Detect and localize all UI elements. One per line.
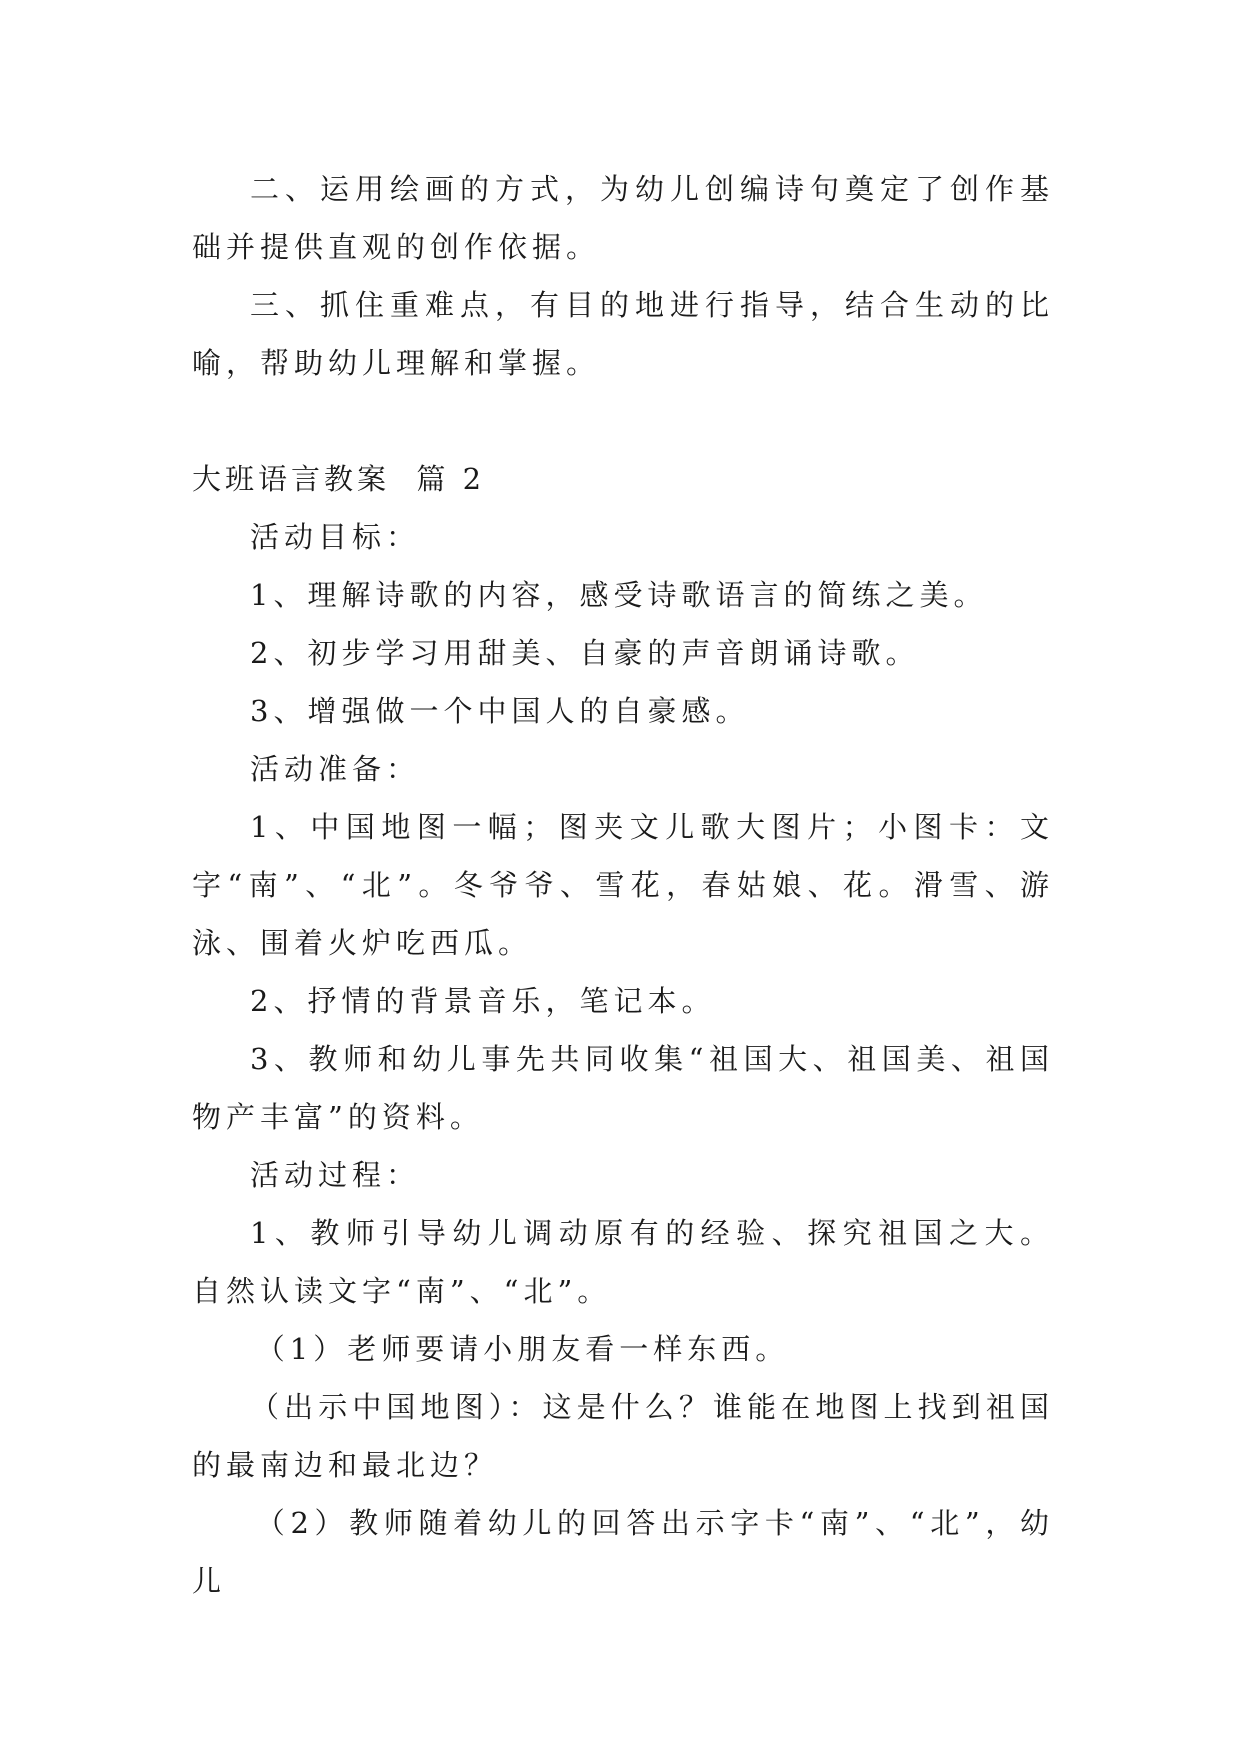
section-heading: 大班语言教案 篇 2 bbox=[192, 462, 486, 496]
process-step-1a: （1）老师要请小朋友看一样东西。 bbox=[255, 1332, 790, 1366]
prep-item-3: 3、教师和幼儿事先共同收集“祖国大、祖国美、祖国物产丰富”的资料。 bbox=[192, 1042, 1054, 1134]
prep-item-2: 2、抒情的背景音乐，笔记本。 bbox=[250, 984, 716, 1018]
prep-label: 活动准备： bbox=[250, 752, 421, 786]
process-step-1: 1、教师引导幼儿调动原有的经验、探究祖国之大。自然认读文字“南”、“北”。 bbox=[192, 1216, 1054, 1308]
goal-item-3: 3、增强做一个中国人的自豪感。 bbox=[250, 694, 750, 728]
document-page bbox=[192, 160, 1054, 1610]
process-step-1c: （2）教师随着幼儿的回答出示字卡“南”、“北”，幼儿 bbox=[192, 1506, 1054, 1598]
goal-item-2: 2、初步学习用甜美、自豪的声音朗诵诗歌。 bbox=[250, 636, 920, 670]
prep-item-1: 1、中国地图一幅；图夹文儿歌大图片；小图卡：文字“南”、“北”。冬爷爷、雪花，春姑娘、花。滑雪、游泳、围着火炉吃西瓜。 bbox=[192, 810, 1054, 960]
section-spacer bbox=[192, 392, 1054, 450]
goals-label: 活动目标： bbox=[250, 520, 421, 554]
paragraph-key-points: 三、抓住重难点，有目的地进行指导，结合生动的比喻，帮助幼儿理解和掌握。 bbox=[192, 288, 1054, 380]
paragraph-drawing-method: 二、运用绘画的方式，为幼儿创编诗句奠定了创作基础并提供直观的创作依据。 bbox=[192, 172, 1054, 264]
process-step-1b: （出示中国地图）：这是什么？谁能在地图上找到祖国的最南边和最北边？ bbox=[192, 1390, 1054, 1482]
process-label: 活动过程： bbox=[250, 1158, 421, 1192]
goal-item-1: 1、理解诗歌的内容，感受诗歌语言的简练之美。 bbox=[250, 578, 988, 612]
